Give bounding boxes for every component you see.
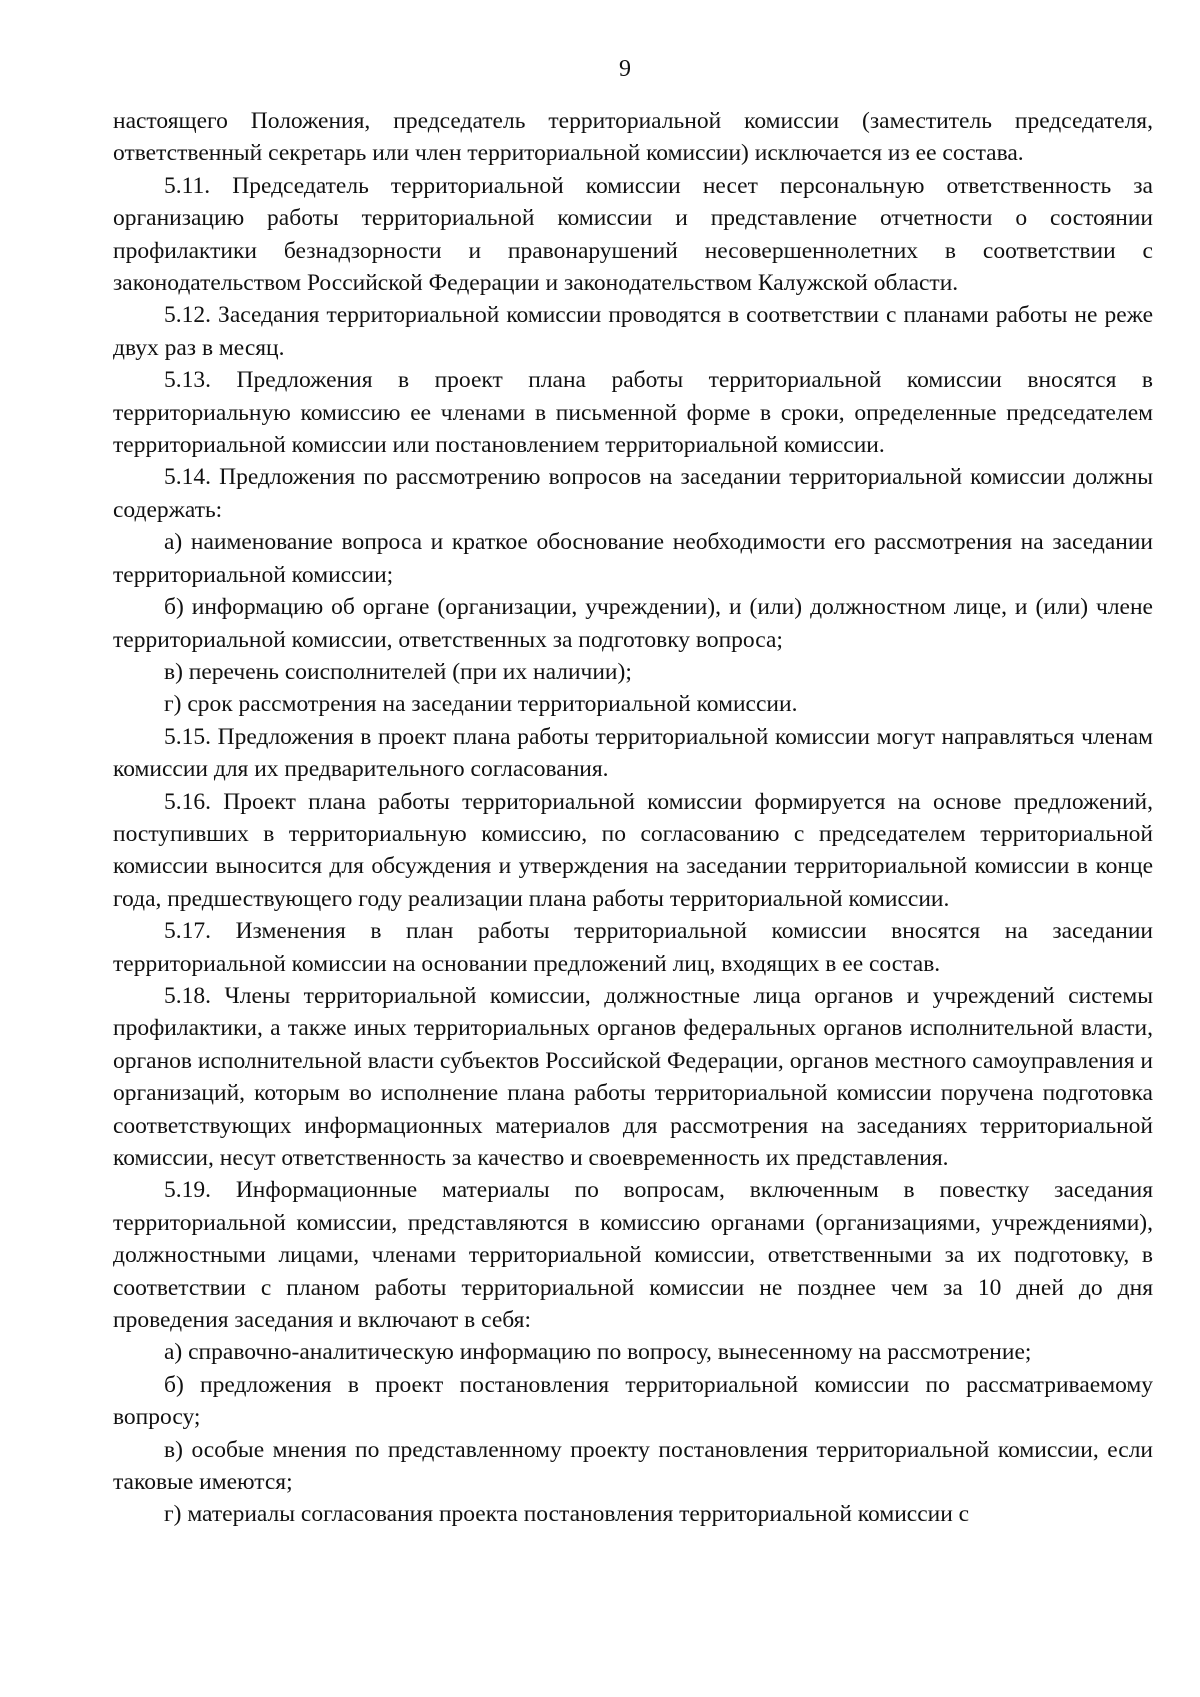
paragraph-5-12: 5.12. Заседания территориальной комиссии проводятся в соответствии с планами работы не реже двух раз в месяц.: [113, 302, 1153, 361]
paragraph-5-15: 5.15. Предложения в проект плана работы территориальной комиссии могут направляться членам комиссии для их предварительного согласования.: [113, 723, 1153, 783]
paragraph-5-11: 5.11. Председатель территориальной комиссии несет персональную ответственность за организацию работы территориальной комиссии и представление отчетности о состоянии профилактики безнадзорности и правонарушений несовершеннолетних в соответствии с законодательством Российской Федерации и законодательством Калужской области.: [113, 172, 1153, 297]
list-item-5-14-v: в) перечень соисполнителей (при их наличии);: [164, 658, 632, 685]
list-item-5-19-a: а) справочно-аналитическую информацию по вопросу, вынесенному на рассмотрение;: [164, 1339, 1032, 1366]
document-body: [113, 105, 1153, 1531]
paragraph-continuation: настоящего Положения, председатель территориальной комиссии (заместитель председателя, ответственный секретарь или член территориальной комиссии) исключается из ее состава.: [113, 108, 1153, 167]
page-number: 9: [619, 56, 631, 82]
list-item-5-14-b: б) информацию об органе (организации, учреждении), и (или) должностном лице, и (или) члене территориальной комиссии, ответственных за подготовку вопроса;: [113, 594, 1153, 653]
list-item-5-19-b: б) предложения в проект постановления территориальной комиссии по рассматриваемому вопросу;: [113, 1371, 1153, 1431]
list-item-5-19-g: г) материалы согласования проекта постановления территориальной комиссии с: [164, 1501, 970, 1528]
paragraph-5-13: 5.13. Предложения в проект плана работы территориальной комиссии вносятся в территориальную комиссию ее членами в письменной форме в сроки, определенные председателем территориальной комиссии или постановлением территориальной комиссии.: [113, 367, 1153, 459]
list-item-5-14-g: г) срок рассмотрения на заседании территориальной комиссии.: [164, 691, 798, 718]
list-item-5-14-a: а) наименование вопроса и краткое обоснование необходимости его рассмотрения на заседании территориальной комиссии;: [113, 529, 1153, 588]
paragraph-5-19: 5.19. Информационные материалы по вопросам, включенным в повестку заседания территориальной комиссии, представляются в комиссию органами (организациями, учреждениями), должностными лицами, членами территориальной комиссии, ответственными за их подготовку, в соответствии с планом работы территориальной комиссии не позднее чем за 10 дней до дня проведения заседания и включают в себя:: [113, 1177, 1153, 1334]
paragraph-5-14: 5.14. Предложения по рассмотрению вопросов на заседании территориальной комиссии должны содержать:: [113, 464, 1153, 523]
list-item-5-19-v: в) особые мнения по представленному проекту постановления территориальной комиссии, если таковые имеются;: [113, 1436, 1153, 1496]
paragraph-5-18: 5.18. Члены территориальной комиссии, должностные лица органов и учреждений системы профилактики, а также иных территориальных органов федеральных органов исполнительной власти, органов исполнительной власти субъектов Российской Федерации, органов местного самоуправления и организаций, которым во исполнение плана работы территориальной комиссии поручена подготовка соответствующих информационных материалов для рассмотрения на заседаниях территориальной комиссии, несут ответственность за качество и своевременность их представления.: [113, 982, 1153, 1171]
paragraph-5-16: 5.16. Проект плана работы территориальной комиссии формируется на основе предложений, поступивших в территориальную комиссию, по согласованию с председателем территориальной комиссии выносится для обсуждения и утверждения на заседании территориальной комиссии в конце года, предшествующего году реализации плана работы территориальной комиссии.: [113, 788, 1153, 912]
paragraph-5-17: 5.17. Изменения в план работы территориальной комиссии вносятся на заседании территориальной комиссии на основании предложений лиц, входящих в ее состав.: [113, 918, 1153, 977]
